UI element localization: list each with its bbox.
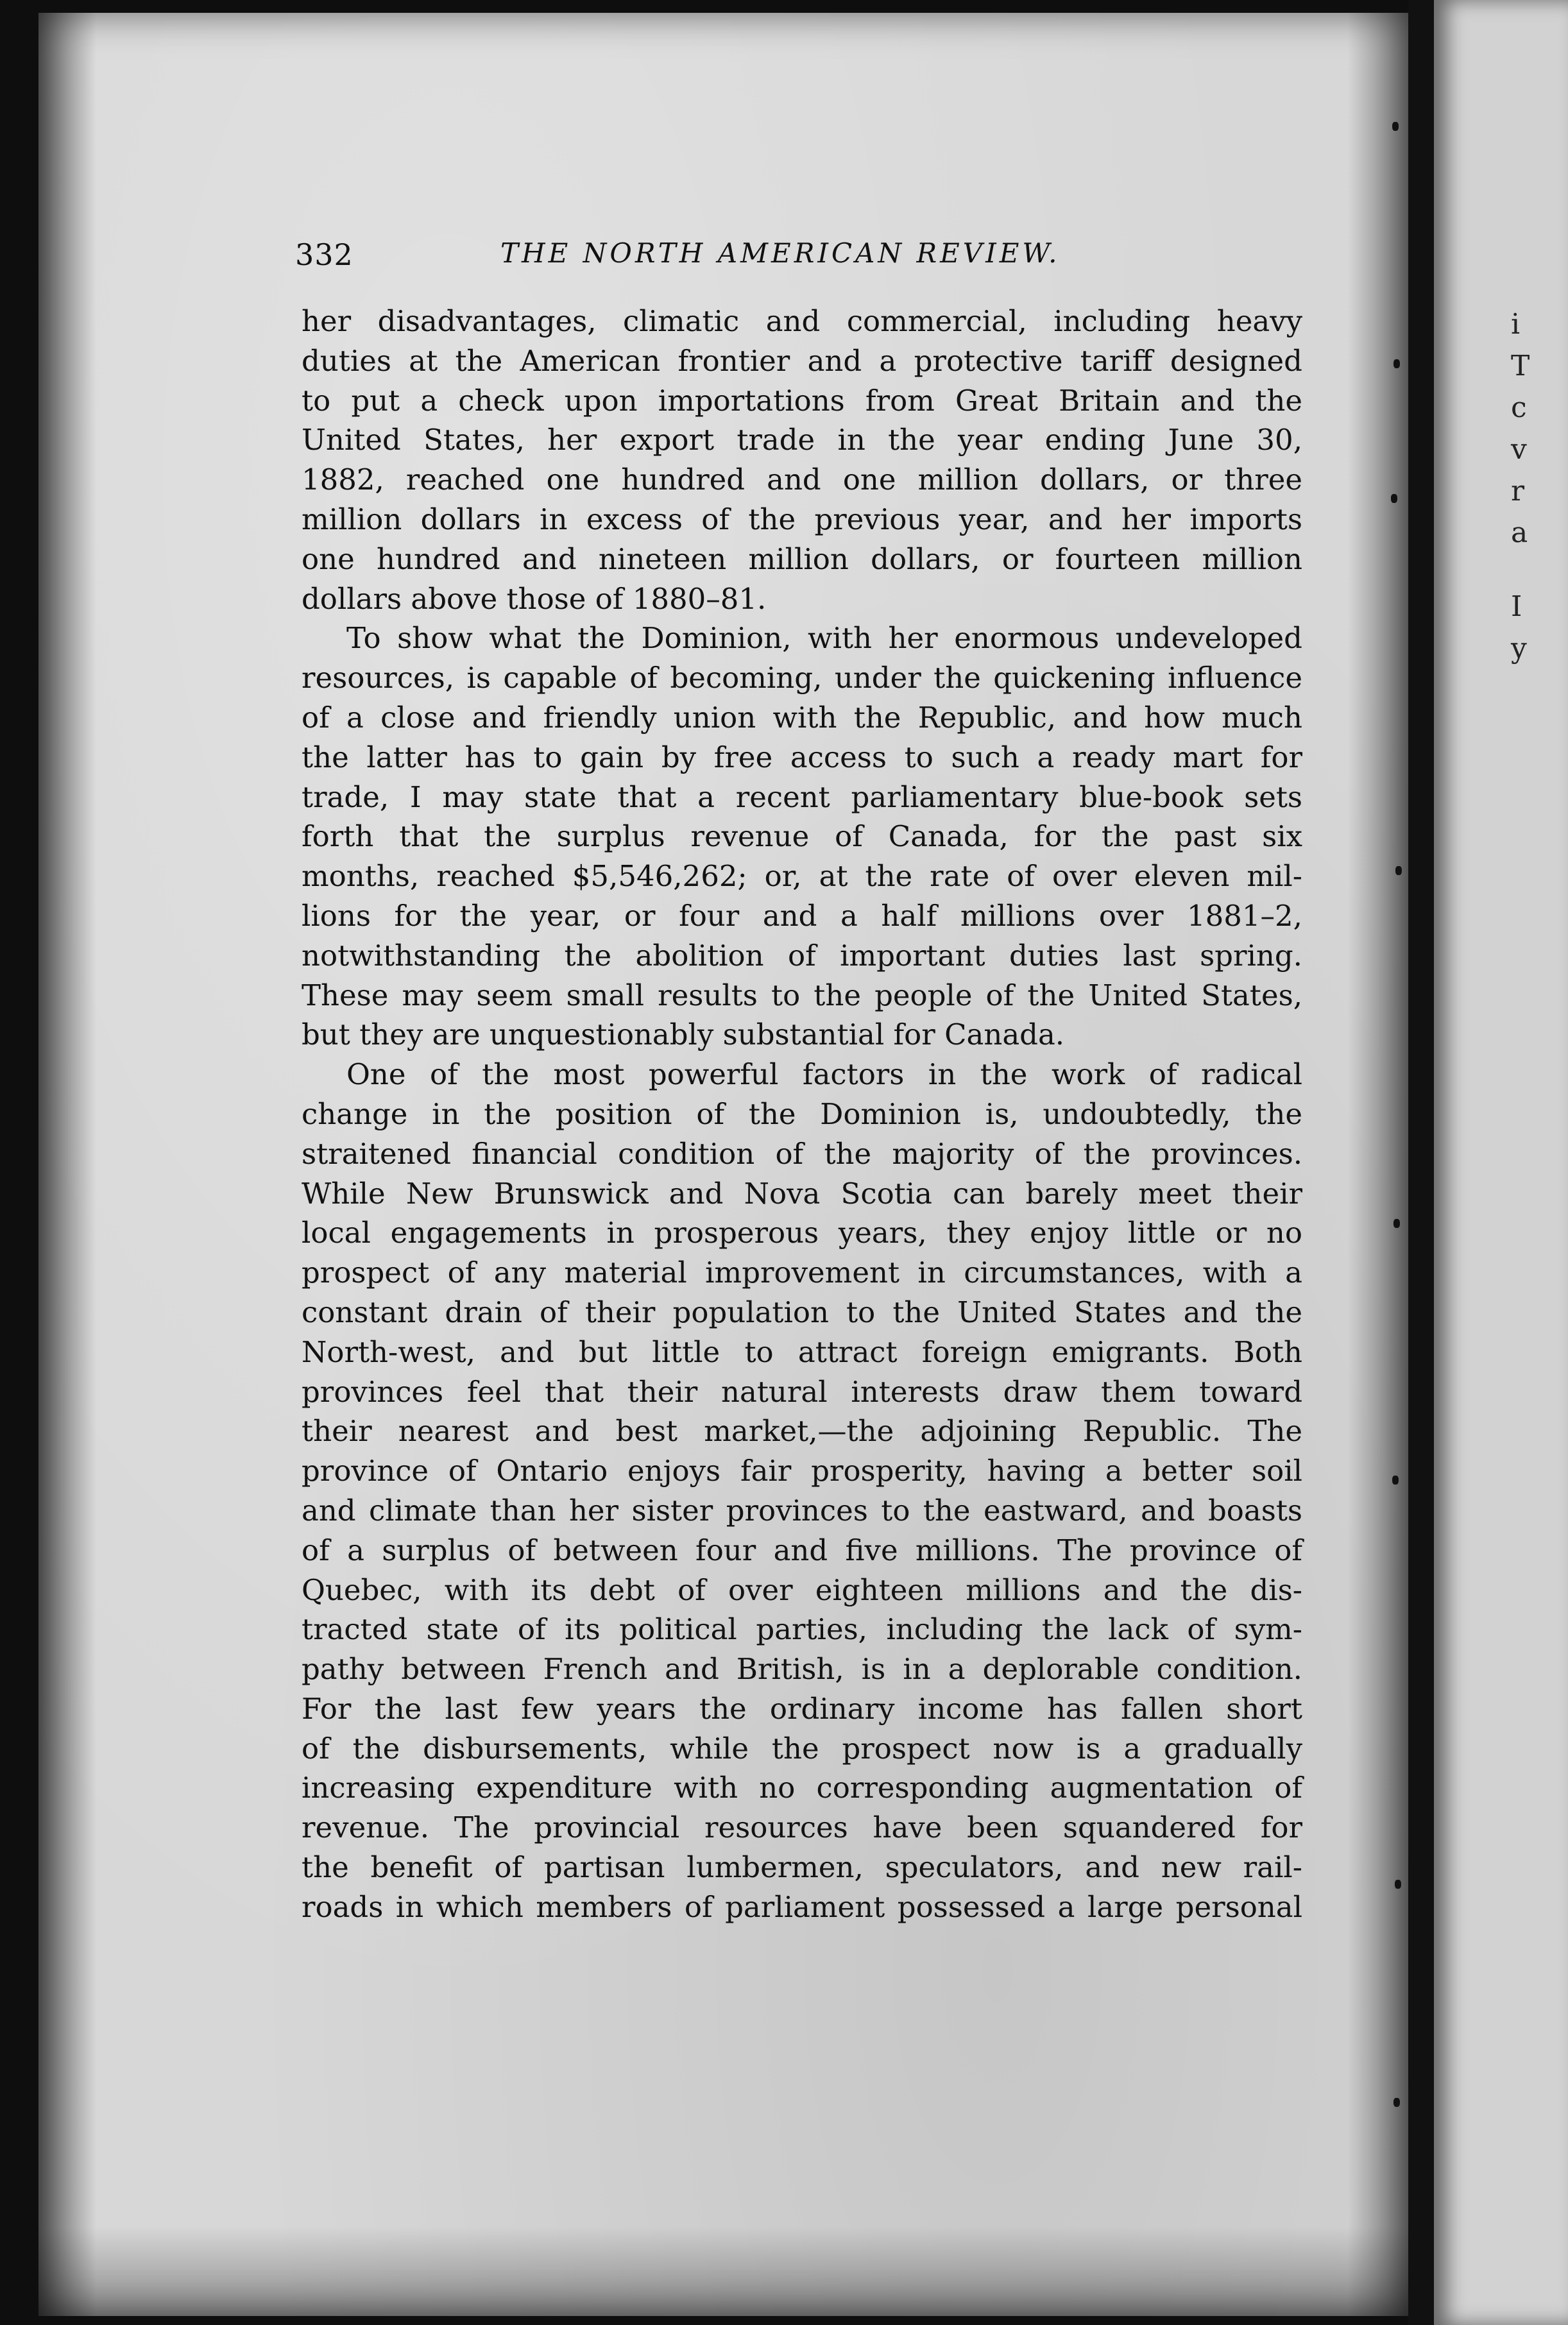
- binding-gutter: [1408, 0, 1434, 2325]
- article-text: [302, 302, 1302, 1927]
- ink-speck: [1393, 359, 1400, 368]
- ink-speck: [1395, 866, 1402, 875]
- text-line: local engagements in prosperous years, they enjoy little or no: [302, 1216, 1302, 1250]
- text-line: her disadvantages, climatic and commercial, including heavy: [302, 304, 1302, 338]
- text-line: province of Ontario enjoys fair prosperity, having a better soil: [302, 1454, 1302, 1488]
- text-line: one hundred and nineteen million dollars, or fourteen million: [302, 541, 1302, 576]
- text-line: prospect of any material improvement in circumstances, with a: [302, 1256, 1302, 1290]
- text-line: the benefit of partisan lumbermen, speculators, and new rail-: [302, 1850, 1302, 1885]
- text-line: notwithstanding the abolition of important duties last spring.: [302, 938, 1302, 973]
- text-line: increasing expenditure with no corresponding augmentation of: [302, 1771, 1302, 1805]
- text-line: resources, is capable of becoming, under the quickening influence: [302, 661, 1302, 695]
- text-line: North-west, and but little to attract foreign emigrants. Both: [302, 1334, 1302, 1369]
- text-line: United States, her export trade in the year ending June 30,: [302, 423, 1302, 457]
- text-line: of a surplus of between four and five millions. The province of: [302, 1533, 1302, 1567]
- text-line: dollars above those of 1880–81.: [302, 581, 767, 616]
- facing-page-fragment: y: [1511, 632, 1527, 665]
- text-line: These may seem small results to the people of the United States,: [302, 978, 1302, 1012]
- text-line: to put a check upon importations from Great Britain and the: [302, 383, 1302, 418]
- text-line: Quebec, with its debt of over eighteen millions and the dis-: [302, 1572, 1302, 1607]
- ink-speck: [1392, 1476, 1399, 1485]
- facing-page-fragment: r: [1511, 475, 1525, 507]
- ink-speck: [1393, 2098, 1400, 2107]
- text-line: For the last few years the ordinary income has fallen short: [302, 1691, 1302, 1726]
- text-line: tracted state of its political parties, including the lack of sym-: [302, 1612, 1302, 1647]
- running-title: THE NORTH AMERICAN REVIEW.: [500, 237, 1061, 269]
- ink-speck: [1391, 494, 1397, 503]
- facing-page-fragment: c: [1511, 391, 1527, 424]
- page-number: 332: [295, 237, 354, 272]
- text-line: months, reached $5,546,262; or, at the rate of over eleven mil-: [302, 859, 1302, 894]
- facing-page-edge: [1434, 0, 1568, 2325]
- text-line: trade, I may state that a recent parliamentary blue-book sets: [302, 779, 1302, 814]
- text-line: revenue. The provincial resources have been squandered for: [302, 1810, 1302, 1845]
- text-line: change in the position of the Dominion is, undoubtedly, the: [302, 1096, 1302, 1131]
- ink-speck: [1392, 122, 1399, 131]
- text-line: and climate than her sister provinces to the eastward, and boasts: [302, 1493, 1302, 1528]
- text-line: duties at the American frontier and a protective tariff designed: [302, 343, 1302, 378]
- facing-page-fragment: i: [1511, 308, 1521, 341]
- text-line: their nearest and best market,—the adjoining Republic. The: [302, 1414, 1302, 1449]
- ink-speck: [1393, 1219, 1400, 1228]
- text-line: straitened financial condition of the majority of the provinces.: [302, 1136, 1302, 1171]
- binding-fold-shadow: [1347, 13, 1408, 2316]
- text-line: One of the most powerful factors in the work of radical: [346, 1057, 1302, 1092]
- text-line: 1882, reached one hundred and one million dollars, or three: [302, 463, 1302, 497]
- text-line: pathy between French and British, is in a deplorable condition.: [302, 1652, 1302, 1687]
- facing-page-fragment: T: [1511, 350, 1530, 382]
- page-edge-shadow-bottom: [38, 2226, 1408, 2316]
- page-header: [295, 237, 1309, 282]
- facing-page-fragment: v: [1511, 433, 1527, 466]
- facing-page-fragment: I: [1511, 590, 1522, 623]
- text-line: While New Brunswick and Nova Scotia can barely meet their: [302, 1176, 1302, 1211]
- text-line: of the disbursements, while the prospect now is a gradually: [302, 1731, 1302, 1766]
- facing-page-fragment: a: [1511, 516, 1528, 549]
- page-edge-shadow-left: [38, 13, 96, 2316]
- text-line: constant drain of their population to the United States and the: [302, 1295, 1302, 1329]
- text-line: To show what the Dominion, with her enormous undeveloped: [346, 621, 1302, 656]
- text-line: but they are unquestionably substantial for Canada.: [302, 1018, 1065, 1052]
- ink-speck: [1395, 1880, 1401, 1889]
- text-line: lions for the year, or four and a half millions over 1881–2,: [302, 898, 1302, 933]
- text-line: the latter has to gain by free access to such a ready mart for: [302, 740, 1302, 774]
- text-line: roads in which members of parliament possessed a large personal: [302, 1889, 1302, 1924]
- text-line: forth that the surplus revenue of Canada, for the past six: [302, 819, 1302, 854]
- text-line: provinces feel that their natural interests draw them toward: [302, 1374, 1302, 1409]
- text-line: million dollars in excess of the previous year, and her imports: [302, 502, 1302, 536]
- text-line: of a close and friendly union with the Republic, and how much: [302, 700, 1302, 735]
